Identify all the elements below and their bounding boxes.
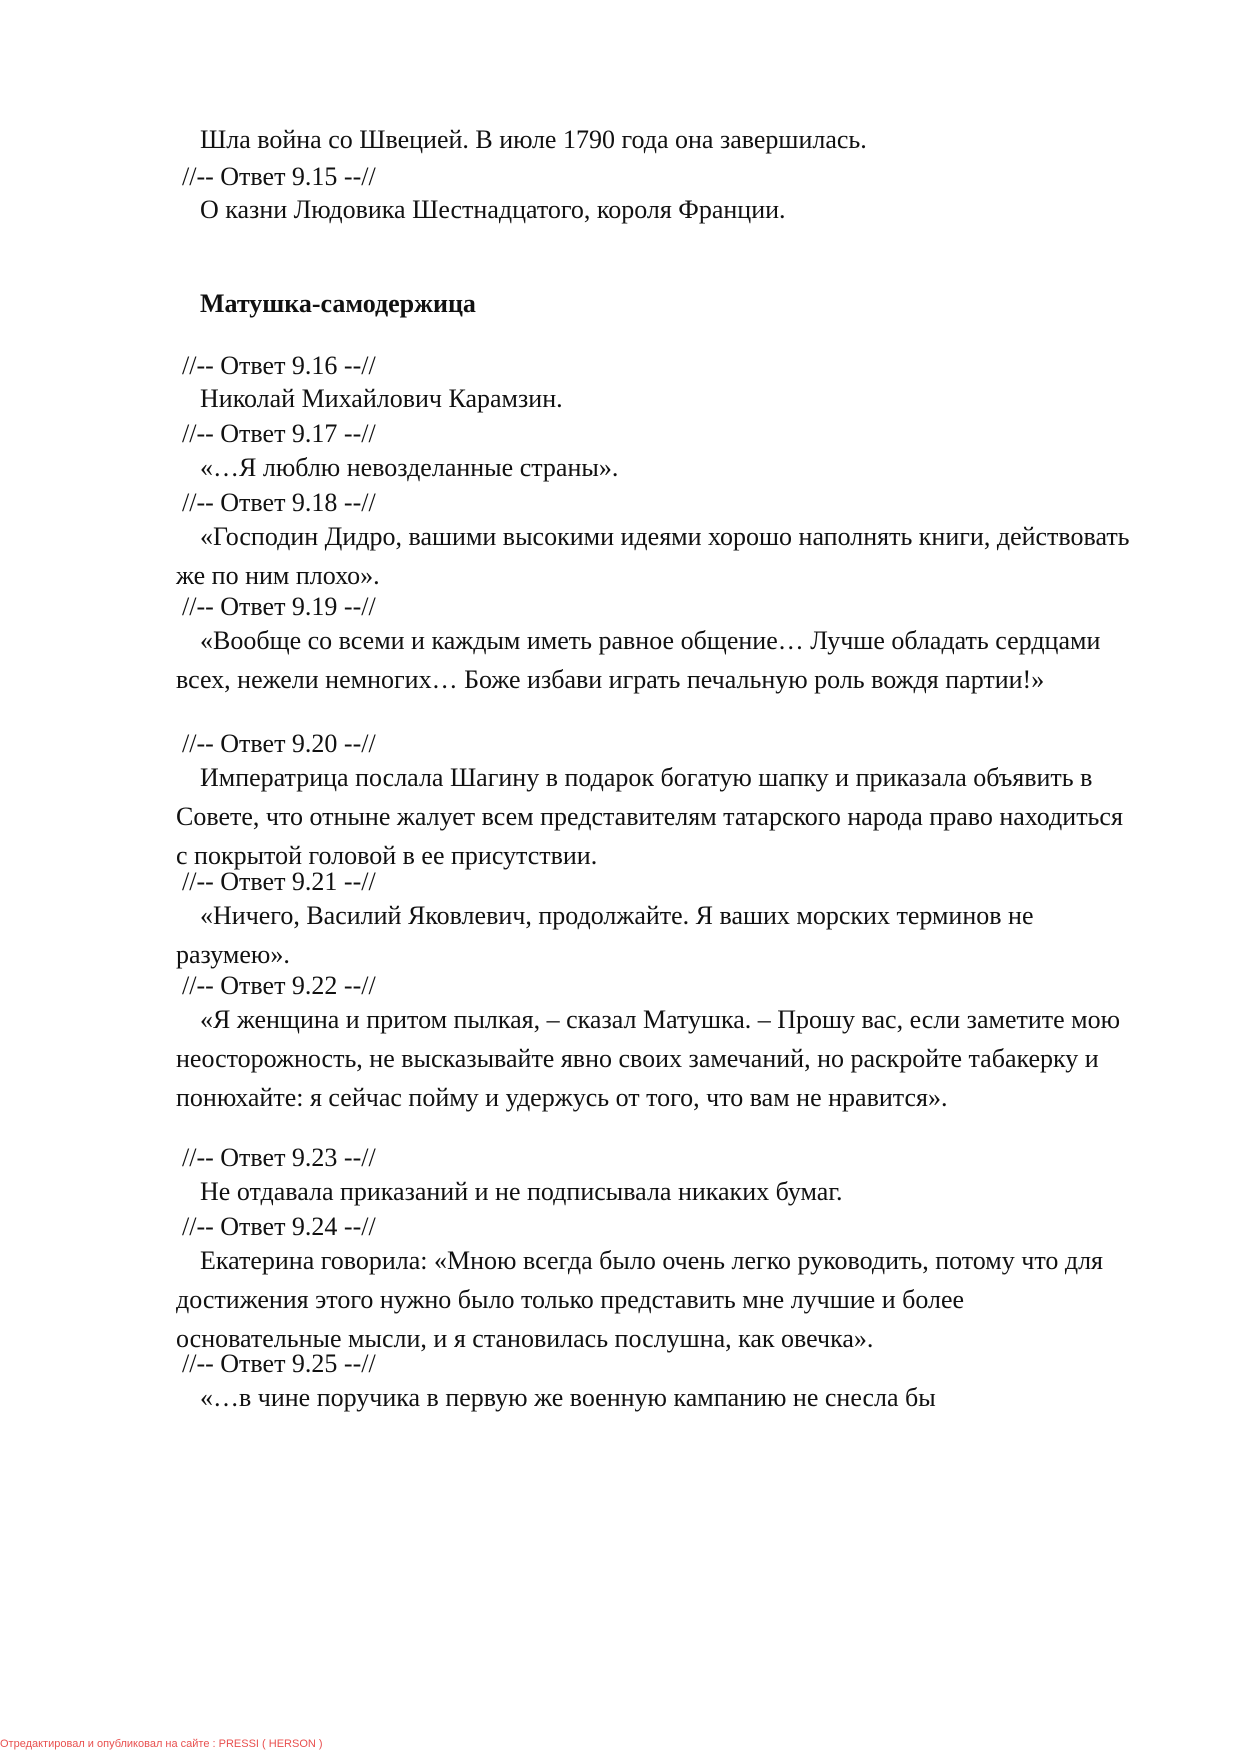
- paragraph-intro: Шла война со Швецией. В июле 1790 года она завершилась.: [200, 125, 867, 154]
- answer-marker-9-22: //-- Ответ 9.22 --//: [182, 971, 376, 1000]
- answer-marker-9-20: //-- Ответ 9.20 --//: [182, 729, 376, 758]
- answer-marker-9-16: //-- Ответ 9.16 --//: [182, 351, 376, 380]
- answer-text-9-16: Николай Михайлович Карамзин.: [200, 384, 563, 413]
- answer-marker-9-25: //-- Ответ 9.25 --//: [182, 1349, 376, 1378]
- answer-text-9-20: Императрица послала Шагину в подарок богатую шапку и приказала объявить в Совете, что отныне жалует всем представителям татарского народа право находиться с покрытой головой в ее присутствии.: [176, 763, 1123, 870]
- answer-marker-9-15: //-- Ответ 9.15 --//: [182, 162, 376, 191]
- answer-marker-9-18: //-- Ответ 9.18 --//: [182, 488, 376, 517]
- section-heading: Матушка-самодержица: [200, 289, 476, 318]
- answer-marker-9-21: //-- Ответ 9.21 --//: [182, 867, 376, 896]
- answer-text-9-25: «…в чине поручика в первую же военную кампанию не снесла бы: [200, 1383, 936, 1412]
- answer-text-9-15: О казни Людовика Шестнадцатого, короля Франции.: [200, 195, 786, 224]
- answer-marker-9-23: //-- Ответ 9.23 --//: [182, 1143, 376, 1172]
- answer-text-9-22: «Я женщина и притом пылкая, – сказал Матушка. – Прошу вас, если заметите мою неосторожность, не высказывайте явно своих замечаний, но раскройте табакерку и понюхайте: я сейчас пойму и удержусь от того, что вам не нравится».: [176, 1005, 1121, 1112]
- answer-text-9-24: Екатерина говорила: «Мною всегда было очень легко руководить, потому что для достижения этого нужно было только представить мне лучшие и более основательные мысли, и я становилась послушна, как овечка».: [176, 1246, 1104, 1353]
- watermark-footer: Отредактировал и опубликовал на сайте : PRESSI ( HERSON ): [0, 1738, 323, 1750]
- answer-text-9-18: «Господин Дидро, вашими высокими идеями хорошо наполнять книги, действовать же по ним плохо».: [176, 522, 1130, 590]
- answer-marker-9-24: //-- Ответ 9.24 --//: [182, 1212, 376, 1241]
- answer-text-9-19: «Вообще со всеми и каждым иметь равное общение… Лучше обладать сердцами всех, нежели немногих… Боже избави играть печальную роль вождя партии!»: [176, 626, 1101, 694]
- answer-marker-9-17: //-- Ответ 9.17 --//: [182, 419, 376, 448]
- answer-marker-9-19: //-- Ответ 9.19 --//: [182, 592, 376, 621]
- answer-text-9-23: Не отдавала приказаний и не подписывала никаких бумаг.: [200, 1177, 843, 1206]
- answer-text-9-17: «…Я люблю невозделанные страны».: [200, 453, 619, 482]
- answer-text-9-21: «Ничего, Василий Яковлевич, продолжайте. Я ваших морских терминов не разумею».: [176, 901, 1034, 969]
